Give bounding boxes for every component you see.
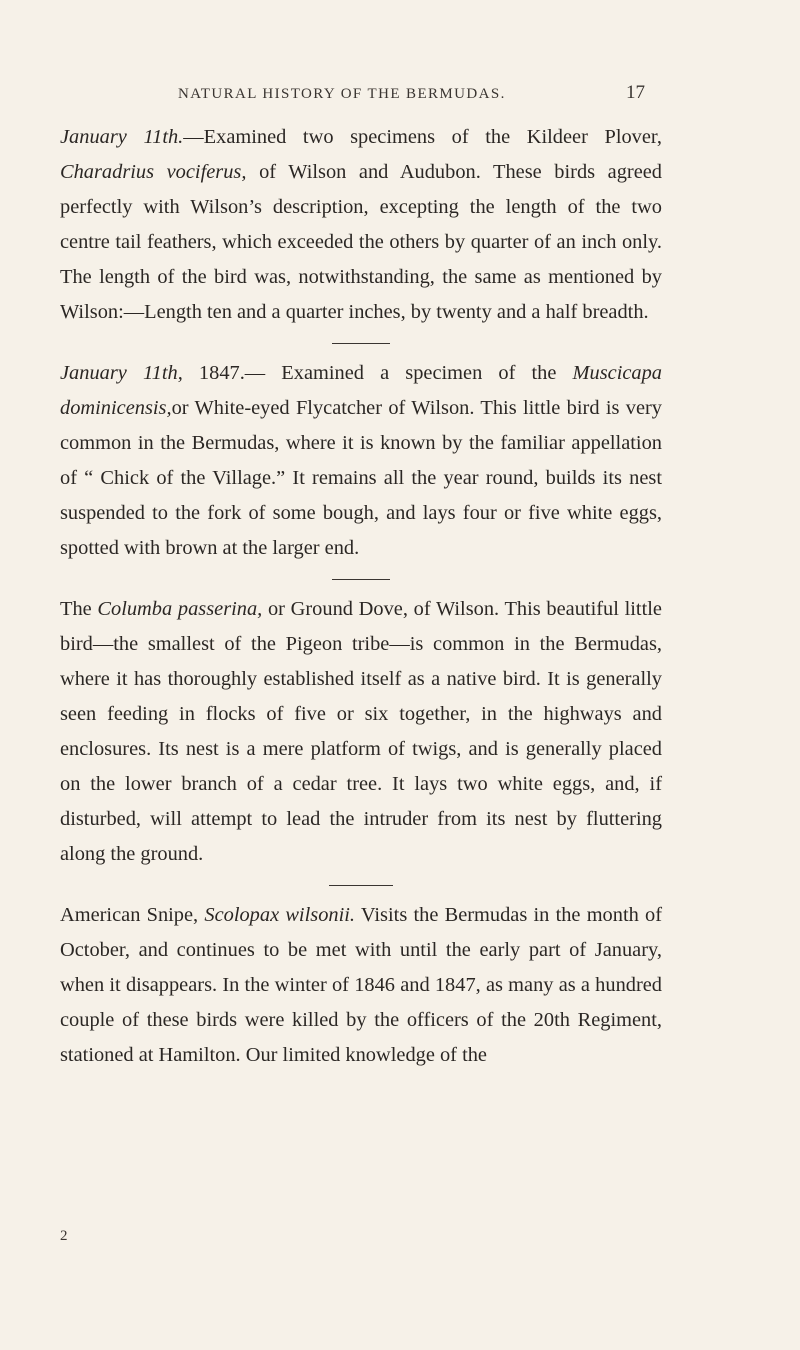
paragraph-flycatcher [60,356,662,566]
entry-text: 1847.— Examined a specimen of the [198,362,557,384]
paragraph-kildeer-plover [60,120,662,330]
species-name: Muscicapa dominicensis, [60,362,662,419]
section-separator [332,579,390,580]
species-name: Scolopax wilsonii. [204,904,356,926]
body-text [60,120,662,1073]
entry-lead: American Snipe, [60,904,199,926]
entry-text: —Examined two specimens of the Kildeer Plover, [183,126,662,148]
entry-date-day: 11th. [143,126,184,148]
section-separator [332,343,390,344]
entry-text-rest: Visits the Bermudas in the month of October, and continues to be met with until the early part of January, when it disappears. In the winter of 1846 and 1847, as many as a hundred couple of these birds were killed by the officers of the 20th Regiment, stationed at Hamilton. Our limited knowledge of the [60,904,663,1066]
species-name: Charadrius vociferus, [60,161,247,183]
entry-text-rest: or White-eyed Flycatcher of Wilson. This little bird is very common in the Bermudas, where it is known by the familiar appellation of “ Chick of the Village.” It remains all the year round, builds its nest suspended to the fork of some bough, and lays four or five white eggs, spotted with brown at the larger end. [60,397,662,559]
page-number: 17 [626,82,645,103]
signature-mark: 2 [60,1228,68,1244]
entry-date-day: 11th, [142,362,183,384]
paragraph-american-snipe [60,898,662,1073]
entry-date-month: January [60,362,127,384]
entry-text-rest: of Wilson and Audubon. These birds agreed perfectly with Wilson’s description, excepting the length of the two centre tail feathers, which exceeded the others by quarter of an inch only. The length of the bird was, notwithstanding, the same as mentioned by Wilson:—Length ten and a quarter inches, by twenty and a half breadth. [60,161,662,323]
species-name: Columba passerina, [97,598,263,620]
entry-lead: The [60,598,92,620]
entry-date-month: January [60,126,127,148]
running-head: NATURAL HISTORY OF THE BERMUDAS. [178,86,506,102]
section-separator [329,885,393,886]
paragraph-ground-dove [60,592,662,872]
entry-text-rest: or Ground Dove, of Wilson. This beautiful little bird—the smallest of the Pigeon tribe—is common in the Bermudas, where it has thoroughly established itself as a native bird. It is generally seen feeding in flocks of five or six together, in the highways and enclosures. Its nest is a mere platform of twigs, and is generally placed on the lower branch of a cedar tree. It lays two white eggs, and, if disturbed, will attempt to lead the intruder from its nest by fluttering along the ground. [60,598,662,865]
